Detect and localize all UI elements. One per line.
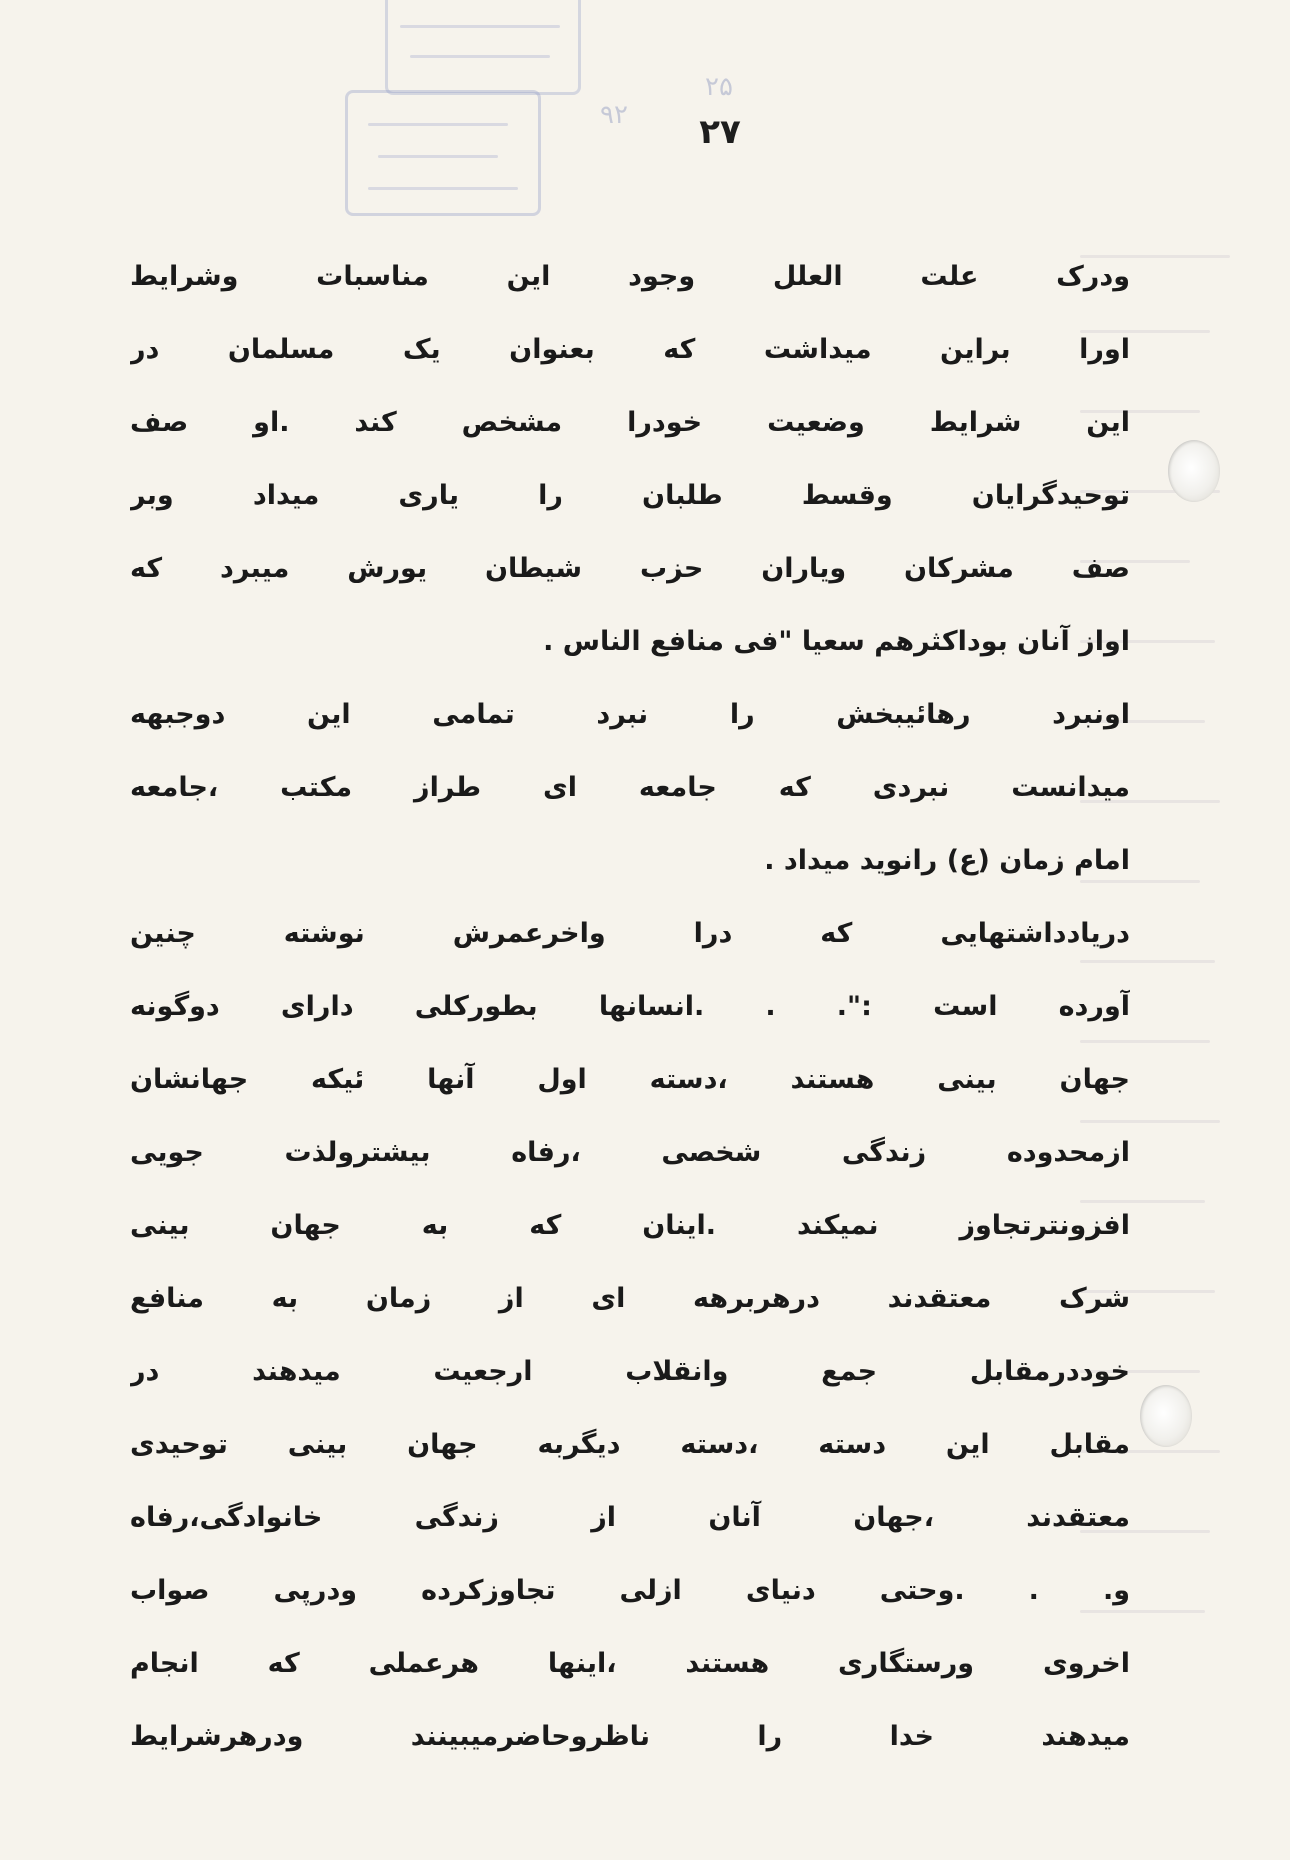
library-stamp-outer: [385, 0, 581, 95]
text-line: خوددرمقابل جمع وانقلاب ارجعیت میدهند در: [130, 1356, 1130, 1387]
body-text: [130, 240, 1130, 1773]
text-line: میدانست نبردی که جامعه ای طراز مکتب ،جامعه: [130, 772, 1130, 803]
stamp-number: ۲۵: [705, 72, 733, 102]
text-line: دریادداشتهایی که درا واخرعمرش نوشته چنین: [130, 918, 1130, 949]
stamp-line: [368, 123, 508, 126]
text-line: اونبرد رهائیبخش را نبرد تمامی این دوجبهه: [130, 699, 1130, 730]
stamp-number: ۹۲: [600, 100, 628, 130]
stamp-line: [378, 155, 498, 158]
text-line: مقابل این دسته ،دسته دیگربه جهان بینی توحیدی: [130, 1429, 1130, 1460]
punch-hole: [1140, 1385, 1192, 1447]
text-line: ودرک علت العلل وجود این مناسبات وشرایط: [130, 261, 1130, 292]
text-line: میدهند خدا را ناظروحاضرمیبینند ودرهرشرایط: [130, 1721, 1130, 1752]
text-line: اورا براین میداشت که بعنوان یک مسلمان در: [130, 334, 1130, 365]
text-line: صف مشرکان ویاران حزب شیطان یورش میبرد که: [130, 553, 1130, 584]
text-line: امام زمان (ع) رانوید میداد .: [764, 845, 1130, 876]
text-line: اواز آنان بوداکثرهم سعیا "فی منافع الناس .: [543, 626, 1130, 657]
library-stamp-inner: [345, 90, 541, 216]
text-line: این شرایط وضعیت خودرا مشخص کند .او صف: [130, 407, 1130, 438]
punch-hole: [1168, 440, 1220, 502]
text-line: شرک معتقدند درهربرهه ای از زمان به منافع: [130, 1283, 1130, 1314]
stamp-line: [400, 25, 560, 28]
text-line: توحیدگرایان وقسط طلبان را یاری میداد وبر: [130, 480, 1130, 511]
text-line: آورده است :". . .انسانها بطورکلی دارای دوگونه: [130, 991, 1130, 1022]
stamp-line: [410, 55, 550, 58]
text-line: و. . .وحتی دنیای ازلی تجاوزکرده ودرپی صواب: [130, 1575, 1130, 1606]
text-line: معتقدند ،جهان آنان از زندگی خانوادگی،رفاه: [130, 1502, 1130, 1533]
text-line: جهان بینی هستند ،دسته اول آنها ئیکه جهانشان: [130, 1064, 1130, 1095]
text-line: ازمحدوده زندگی شخصی ،رفاه بیشترولذت جویی: [130, 1137, 1130, 1168]
page-number: ۲۷: [699, 112, 741, 152]
text-line: افزونترتجاوز نمیکند .اینان که به جهان بینی: [130, 1210, 1130, 1241]
text-line: اخروی ورستگاری هستند ،اینها هرعملی که انجام: [130, 1648, 1130, 1679]
stamp-line: [368, 187, 518, 190]
